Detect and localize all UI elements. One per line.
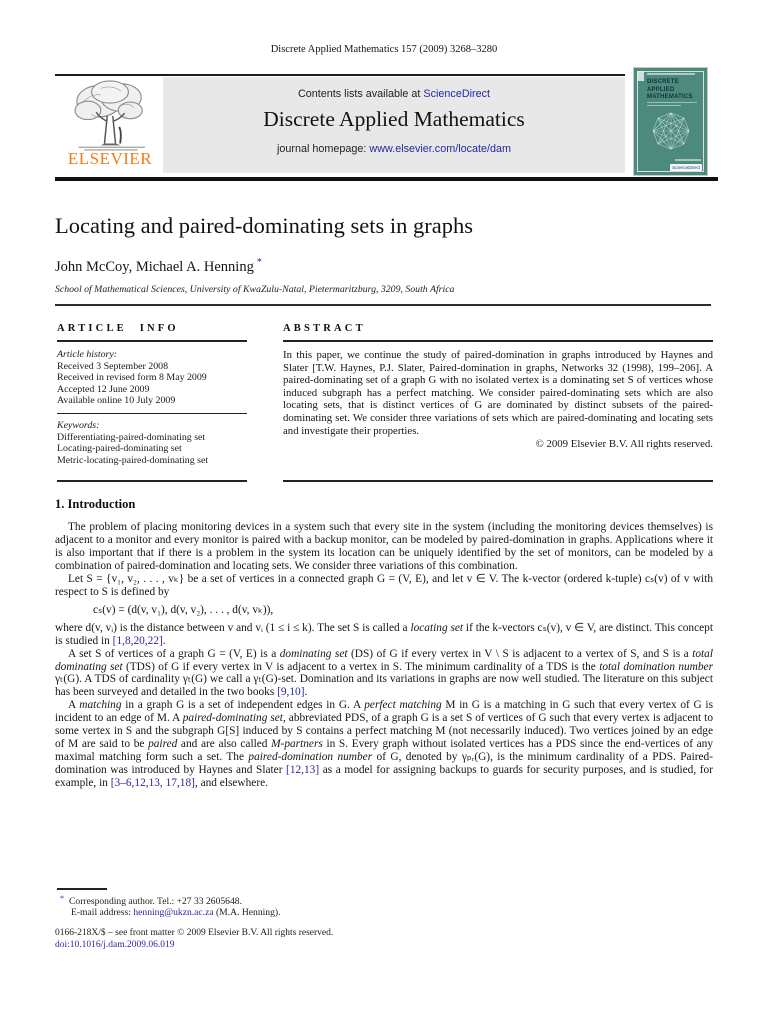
cover-title: DISCRETE APPLIED MATHEMATICS — [647, 79, 693, 100]
corresponding-author-note — [57, 894, 707, 907]
article-history-label: Article history: — [57, 349, 118, 361]
homepage-line-prefix: journal homepage: — [276, 143, 370, 155]
text-run: locating set — [410, 621, 464, 634]
keywords-list — [57, 432, 247, 466]
text-run: M in G is a matching in G such that every vertex of G is incident to an edge of M. A — [55, 699, 713, 725]
text-run: E-mail address: — [71, 907, 131, 918]
text-run: γₜ(G). A TDS of cardinality γₜ(G) we call a γₜ(G)-set. Domination and its variations in graphs are now well studied. The literature on this subject has been surveyed and detailed in the two books — [55, 673, 713, 699]
text-run: , abbreviated PDS, of a graph G is a set S of vertices of G such that every vertex is adjacent to some vertex in S and the subgraph G[S] induced by S contains a perfect matching M (not necessarily induced). Two vertices joined by an edge of M are said to be — [55, 712, 713, 751]
journal-homepage-link[interactable]: www.elsevier.com/locate/dam — [369, 143, 512, 155]
cover-emblem-icon — [637, 71, 644, 81]
corresponding-author-marker[interactable]: * — [256, 257, 262, 268]
cover-footer-bar — [675, 159, 701, 161]
abstract-rule — [283, 340, 713, 342]
text-run: of G, denoted by γₚᵣ(G), is the minimum cardinality of a PDS. Paired-domination was introduced by Haynes and Slater — [55, 751, 713, 777]
sciencedirect-link[interactable]: ScienceDirect — [423, 88, 491, 100]
email-link[interactable]: henning@ukzn.ac.za — [133, 907, 214, 918]
text-run: where d(v, vᵢ) is the distance between v and vᵢ (1 ≤ i ≤ k). The set S is called a — [55, 621, 411, 634]
text-run: dominating set — [279, 647, 348, 660]
text-run: paired-dominating set — [182, 712, 283, 725]
text-run: paired — [148, 738, 178, 751]
keyword-item: Locating-paired-dominating set — [57, 443, 182, 455]
authors-line — [55, 257, 715, 276]
keywords-rule — [57, 413, 247, 414]
abstract-header: ABSTRACT — [283, 323, 366, 334]
elsevier-tree-icon — [64, 79, 156, 151]
homepage-line — [163, 143, 625, 155]
paragraph — [55, 699, 713, 790]
citation-link[interactable]: [3–6,12,13, 17,18] — [110, 777, 195, 790]
article-history-item: Received 3 September 2008 — [57, 360, 169, 372]
journal-cover-thumbnail — [634, 68, 707, 175]
text-run: in S. Every graph without isolated vertices has a PDS since the end-vertices of any maximal matching form such a set. The — [55, 738, 714, 764]
cover-top-text-bar — [647, 73, 695, 75]
text-run: if the k-vectors cₛ(v), v ∈ V, are distinct. This concept is studied in — [55, 621, 713, 647]
journal-banner — [163, 77, 625, 173]
paragraph — [55, 622, 713, 648]
text-run: as a model for assigning backups to guards for security purposes, and is studied, for example, in — [55, 764, 713, 790]
contents-line — [163, 88, 625, 100]
keywords-label: Keywords: — [57, 420, 100, 432]
article-history-item: Available online 10 July 2009 — [57, 395, 176, 407]
text-run: M-partners — [271, 738, 323, 751]
section-heading-introduction: 1. Introduction — [55, 497, 136, 511]
text-run: , and elsewhere. — [194, 777, 268, 790]
banner-journal-title: Discrete Applied Mathematics — [263, 107, 525, 131]
elsevier-logo — [57, 79, 163, 173]
title-bottom-rule — [55, 304, 711, 306]
introduction-body — [55, 521, 713, 790]
text-run: in a graph G is a set of independent edges in G. A — [121, 699, 365, 712]
text-run: total domination number — [599, 660, 714, 673]
cover-subtitle-bar2 — [647, 105, 681, 106]
running-head: Discrete Applied Mathematics 157 (2009) 3268–3280 — [270, 44, 498, 55]
doi-link[interactable] — [55, 940, 705, 950]
equation: cₛ(v) = (d(v, v₁), d(v, v₂), . . . , d(v, vₖ)), — [93, 603, 274, 616]
banner-top-rule — [55, 74, 625, 76]
text-run: A — [68, 699, 80, 712]
paragraph — [55, 521, 713, 573]
article-history-item: Accepted 12 June 2009 — [57, 383, 150, 395]
contents-line-prefix: Contents lists available at — [297, 88, 424, 100]
email-note — [57, 907, 707, 918]
text-run: matching — [79, 699, 122, 712]
footnote-star: * — [60, 894, 64, 903]
cover-subtitle-bar — [647, 102, 697, 103]
text-run: A set S of vertices of a graph G = (V, E) is a — [68, 647, 280, 660]
text-run: Let S = {v₁, v₂, . . . , vₖ} be a set of vertices in a connected graph G = (V, E), and let v ∈ V. The k-vector (ordered k-tuple) cₛ(v) of v with respect to S is defined by — [55, 572, 713, 598]
text-run: . — [304, 686, 308, 699]
graph-wireframe-icon — [650, 110, 692, 152]
text-run: (TDS) of G if every vertex in V is adjacent to a vertex in S. The minimum cardinality of a TDS is the — [122, 660, 600, 673]
text-run: paired-domination number — [248, 751, 373, 764]
article-info-rule — [57, 340, 247, 342]
article-history-item: Received in revised form 8 May 2009 — [57, 372, 207, 384]
text-run: (DS) of G if every vertex in V \ S is adjacent to a vertex of S, and S is a — [347, 647, 693, 660]
citation-link[interactable]: [1,8,20,22] — [112, 634, 163, 647]
footnote-rule — [57, 888, 107, 890]
issn-line: 0166-218X/$ – see front matter © 2009 Elsevier B.V. All rights reserved. — [55, 928, 334, 938]
author-names: John McCoy, Michael A. Henning — [55, 259, 254, 275]
affiliation: School of Mathematical Sciences, University of KwaZulu-Natal, Pietermaritzburg, 3209, South Africa — [55, 284, 455, 295]
citation-link[interactable]: [9,10] — [277, 686, 305, 699]
text-run: perfect matching — [364, 699, 442, 712]
article-info-section — [57, 323, 247, 482]
text-run: total dominating set — [55, 647, 713, 673]
elsevier-wordmark: ELSEVIER — [67, 149, 153, 168]
text-run: and are also called — [177, 738, 272, 751]
doi-text[interactable]: doi:10.1016/j.dam.2009.06.019 — [55, 940, 175, 950]
text-run: The problem of placing monitoring devices in a system such that every site in the system (including the monitoring devices themselves) is adjacent to a monitor and every monitor is paired with a backup monitor, can be modeled by paired-domination in graphs. Applications where it is also important that if there is a problem in the system its location can be uniquely identified by the set of monitors, can be modeled by a combination of paired-domination and locating sets. We consider three variations of this combination. — [55, 521, 713, 572]
abstract-text: In this paper, we continue the study of paired-domination in graphs introduced by Haynes and Slater [T.W. Haynes, P.J. Slater, Paired-domination in graphs, Networks 32 (1998), 199–206]. A paired-dominating set of a graph G with no isolated vertex is a dominating set S of vertices whose induced subgraph has a perfect matching. We consider paired-dominating sets which are also locating sets, that is distinct vertices of G are dominated by distinct subsets of the paired-dominating set. We consider three variations of sets which are paired-dominating and locating sets and investigate their properties. — [283, 349, 713, 437]
corresponding-author-text: Corresponding author. Tel.: +27 33 2605648. — [69, 896, 242, 907]
keyword-item: Differentiating-paired-dominating set — [57, 431, 206, 443]
paragraph — [55, 648, 713, 700]
header-thick-rule — [55, 177, 718, 181]
abstract-section — [283, 323, 713, 482]
keyword-item: Metric-locating-paired-dominating set — [57, 454, 209, 466]
cover-sciencedirect-badge: ScienceDirect — [672, 165, 700, 170]
citation-link[interactable]: [12,13] — [286, 764, 320, 777]
text-run: (M.A. Henning). — [213, 907, 281, 918]
article-history-list — [57, 361, 247, 407]
copyright-line: © 2009 Elsevier B.V. All rights reserved. — [535, 438, 713, 451]
article-info-header: ARTICLE INFO — [57, 323, 179, 334]
article-title: Locating and paired-dominating sets in graphs — [55, 213, 474, 238]
paragraph — [55, 573, 713, 599]
text-run: . — [162, 634, 166, 647]
